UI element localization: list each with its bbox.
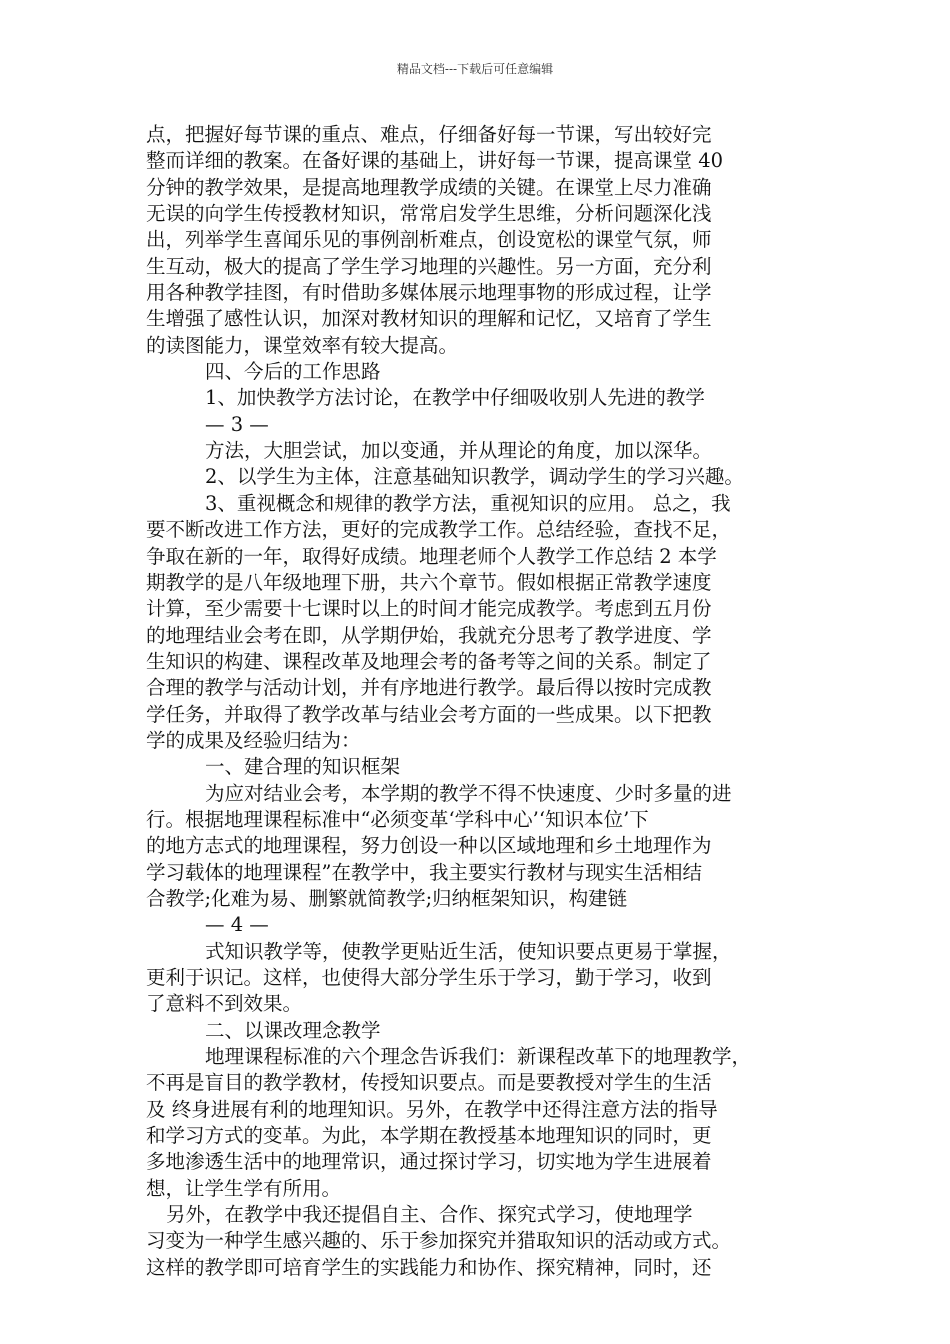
text-line: 了意料不到效果。 (146, 992, 303, 1016)
page-number: — 4 — (205, 913, 269, 937)
text-line: 更利于识记。这样，也使得大部分学生乐于学习，勤于学习，收到 (146, 966, 712, 989)
text-line: 的地方志式的地理课程，努力创设一种以区域地理和乡土地理作为 (146, 834, 712, 858)
text-line: 整而详细的教案。在备好课的基础上，讲好每一节课，提高课堂 40 (146, 149, 724, 173)
text-line: 学任务，并取得了教学改革与结业会考方面的一些成果。以下把教 (146, 702, 712, 726)
text-line: 生互动，极大的提高了学生学习地理的兴趣性。另一方面，充分利 (146, 254, 712, 278)
text-line: 为应对结业会考，本学期的教学不得不快速度、少时多量的进 (205, 781, 732, 805)
text-line: 一、建合理的知识框架 (205, 755, 401, 779)
text-line: 另外，在教学中我还提倡自主、合作、探究式学习，使地理学 (166, 1203, 693, 1227)
text-line: 生增强了感性认识，加深对教材知识的理解和记忆，又培育了学生 (146, 307, 712, 331)
text-line: 合理的教学与活动计划，并有序地进行教学。最后得以按时完成教 (146, 676, 712, 700)
text-line: 3、重视概念和规律的教学方法，重视知识的应用。 总之，我 (205, 491, 731, 515)
text-line: 1、加快教学方法讨论，在教学中仔细吸收别人先进的教学 (205, 386, 705, 410)
page-number: — 3 — (205, 412, 269, 436)
text-line: 学习载体的地理课程”在教学中，我主要实行教材与现实生活相结 (146, 860, 702, 884)
text-line: 学的成果及经验归结为： (146, 728, 361, 752)
text-line: 行。根据地理课程标准中“必须变革‘学科中心’‘知识本位’下 (146, 807, 649, 831)
text-line: 2、以学生为主体，注意基础知识教学，调动学生的学习兴趣。 (205, 465, 744, 489)
text-line: 合教学;化难为易、删繁就简教学;归纳框架知识，构建链 (146, 886, 628, 910)
text-line: 期教学的是八年级地理下册，共六个章节。假如根据正常教学速度 (146, 570, 712, 594)
text-line: 习变为一种学生感兴趣的、乐于参加探究并猎取知识的活动或方式。 (146, 1229, 732, 1253)
text-line: 分钟的教学效果，是提高地理教学成绩的关键。在课堂上尽力准确 (146, 175, 712, 199)
text-line: 式知识教学等，使教学更贴近生活，使知识要点更易于掌握， (205, 939, 732, 963)
text-line: 地理课程标准的六个理念告诉我们：新课程改革下的地理教学， (205, 1045, 752, 1069)
page-header: 精品文档---下载后可任意编辑 (396, 62, 554, 76)
text-line: 的地理结业会考在即，从学期伊始，我就充分思考了教学进度、学 (146, 623, 712, 647)
text-line: 不再是盲目的教学教材，传授知识要点。而是要教授对学生的生活 (146, 1071, 712, 1095)
text-line: 要不断改进工作方法，更好的完成教学工作。总结经验，查找不足， (146, 518, 732, 542)
text-line: 和学习方式的变革。为此，本学期在教授基本地理知识的同时，更 (146, 1124, 712, 1148)
text-line: 及 终身进展有利的地理知识。另外，在教学中还得注意方法的指导 (146, 1097, 718, 1121)
text-line: 多地渗透生活中的地理常识，通过探讨学习，切实地为学生进展着 (146, 1150, 712, 1174)
text-line: 出，列举学生喜闻乐见的事例剖析难点，创设宽松的课堂气氛，师 (146, 228, 712, 252)
text-line: 计算，至少需要十七课时以上的时间才能完成教学。考虑到五月份 (146, 597, 712, 621)
text-line: 争取在新的一年，取得好成绩。地理老师个人教学工作总结 2 本学 (146, 544, 717, 568)
text-line: 四、今后的工作思路 (205, 360, 381, 384)
text-line: 无误的向学生传授教材知识，常常启发学生思维，分析问题深化浅 (146, 202, 712, 226)
text-line: 点，把握好每节课的重点、难点，仔细备好每一节课，写出较好完 (146, 123, 712, 146)
text-line: 用各种教学挂图，有时借助多媒体展示地理事物的形成过程，让学 (146, 281, 712, 305)
text-line: 想，让学生学有所用。 (146, 1176, 342, 1200)
text-line: 生知识的构建、课程改革及地理会考的备考等之间的关系。制定了 (146, 649, 712, 673)
text-line: 二、以课改理念教学 (205, 1018, 381, 1042)
text-line: 方法，大胆尝试，加以变通，并从理论的角度，加以深华。 (205, 439, 713, 463)
document-body (146, 122, 826, 1281)
text-line: 这样的教学即可培育学生的实践能力和协作、探究精神，同时，还 (146, 1255, 712, 1279)
text-line: 的读图能力，课堂效率有较大提高。 (146, 333, 459, 357)
